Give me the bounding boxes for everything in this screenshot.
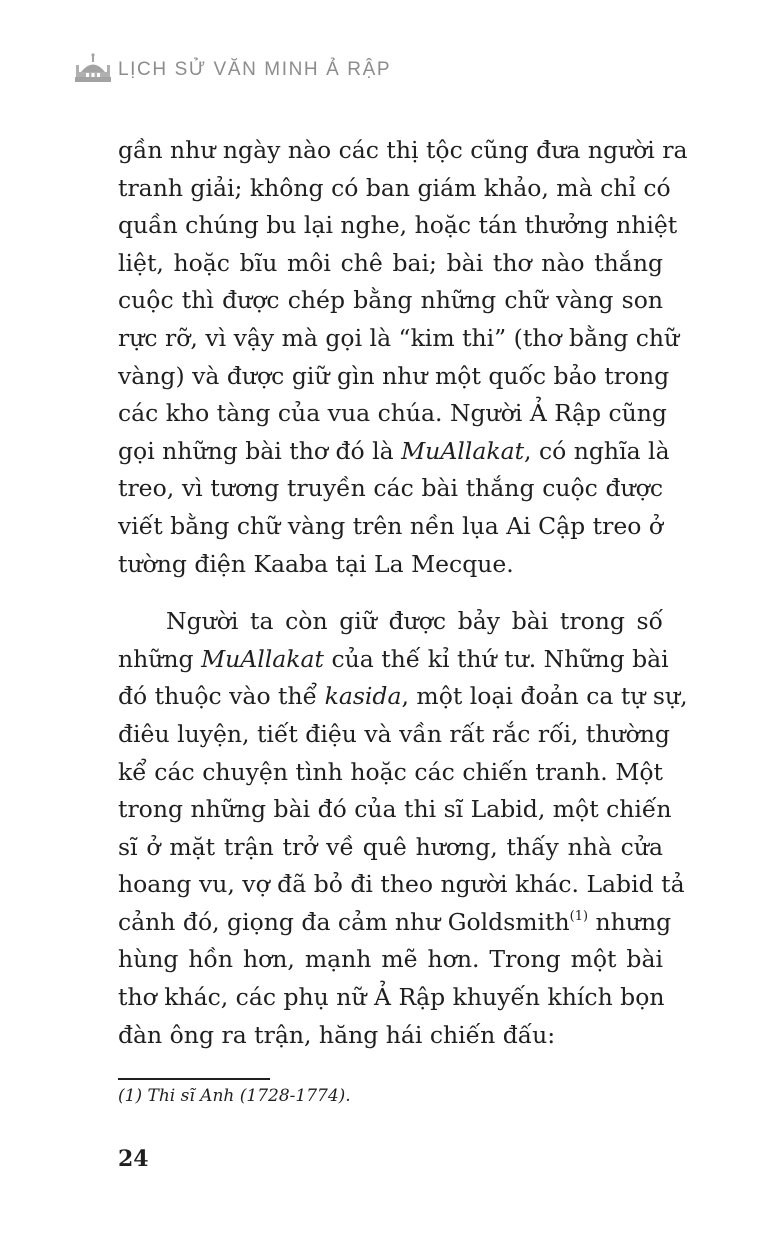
text-line: đàn ông ra trận, hăng hái chiến đấu: bbox=[118, 1020, 556, 1049]
text-line: tranh giải; không có ban giám khảo, mà chỉ có bbox=[118, 173, 671, 202]
footnote-rule bbox=[118, 1078, 270, 1080]
text-line: kể các chuyện tình hoặc các chiến tranh. Một bbox=[118, 757, 663, 786]
running-header bbox=[74, 50, 391, 86]
text-line: viết bằng chữ vàng trên nền lụa Ai Cập treo ở bbox=[118, 511, 664, 540]
running-title: LỊCH SỬ VĂN MINH Ả RẬP bbox=[118, 59, 392, 80]
text-line: điêu luyện, tiết điệu và vần rất rắc rối, thường bbox=[118, 719, 670, 748]
text-run: đó thuộc vào thể bbox=[118, 682, 325, 711]
body-text bbox=[118, 132, 688, 1054]
italic-term: MuAllakat bbox=[201, 644, 324, 673]
text-line: treo, vì tương truyền các bài thắng cuộc được bbox=[118, 474, 663, 503]
text-run: của thế kỉ thứ tư. Những bài bbox=[323, 644, 669, 673]
text-line bbox=[118, 433, 670, 471]
text-line bbox=[118, 678, 688, 716]
text-run: , một loại đoản ca tự sự, bbox=[401, 682, 688, 711]
text-line: Người ta còn giữ được bảy bài trong số bbox=[166, 607, 663, 636]
text-line: thơ khác, các phụ nữ Ả Rập khuyến khích bọn bbox=[118, 983, 665, 1012]
text-line: trong những bài đó của thi sĩ Labid, một chiến bbox=[118, 795, 672, 824]
text-line: rực rỡ, vì vậy mà gọi là “kim thi” (thơ bằng chữ bbox=[118, 323, 680, 352]
text-run: cảnh đó, giọng đa cảm như Goldsmith bbox=[118, 907, 570, 936]
text-line: các kho tàng của vua chúa. Người Ả Rập cũng bbox=[118, 399, 667, 428]
footnote-marker[interactable]: (1) bbox=[569, 908, 589, 924]
italic-term: MuAllakat bbox=[401, 436, 525, 465]
text-line: vàng) và được giữ gìn như một quốc bảo trong bbox=[118, 361, 670, 390]
text-run: gọi những bài thơ đó là bbox=[118, 436, 402, 465]
text-line: cuộc thì được chép bằng những chữ vàng son bbox=[118, 286, 663, 315]
italic-term: kasida bbox=[324, 682, 402, 711]
page-number: 24 bbox=[118, 1146, 149, 1172]
paragraph-1 bbox=[118, 132, 688, 583]
text-line: sĩ ở mặt trận trở về quê hương, thấy nhà cửa bbox=[118, 832, 663, 861]
text-run: những bbox=[118, 644, 202, 673]
text-line: hùng hồn hơn, mạnh mẽ hơn. Trong một bài bbox=[118, 945, 663, 974]
text-line bbox=[118, 641, 669, 679]
text-line: quần chúng bu lại nghe, hoặc tán thưởng nhiệt bbox=[118, 211, 678, 240]
text-line: liệt, hoặc bĩu môi chê bai; bài thơ nào thắng bbox=[118, 248, 663, 277]
text-run: , có nghĩa là bbox=[524, 436, 670, 465]
text-line bbox=[118, 904, 672, 942]
text-line: tường điện Kaaba tại La Mecque. bbox=[118, 549, 514, 578]
mosque-dome-icon bbox=[74, 53, 112, 83]
text-run: nhưng bbox=[588, 907, 672, 936]
text-line: gần như ngày nào các thị tộc cũng đưa người ra bbox=[118, 136, 688, 164]
paragraph-2 bbox=[118, 603, 688, 1054]
text-line: hoang vu, vợ đã bỏ đi theo người khác. Labid tả bbox=[118, 870, 685, 899]
footnote: (1) Thi sĩ Anh (1728-1774). bbox=[118, 1086, 351, 1106]
